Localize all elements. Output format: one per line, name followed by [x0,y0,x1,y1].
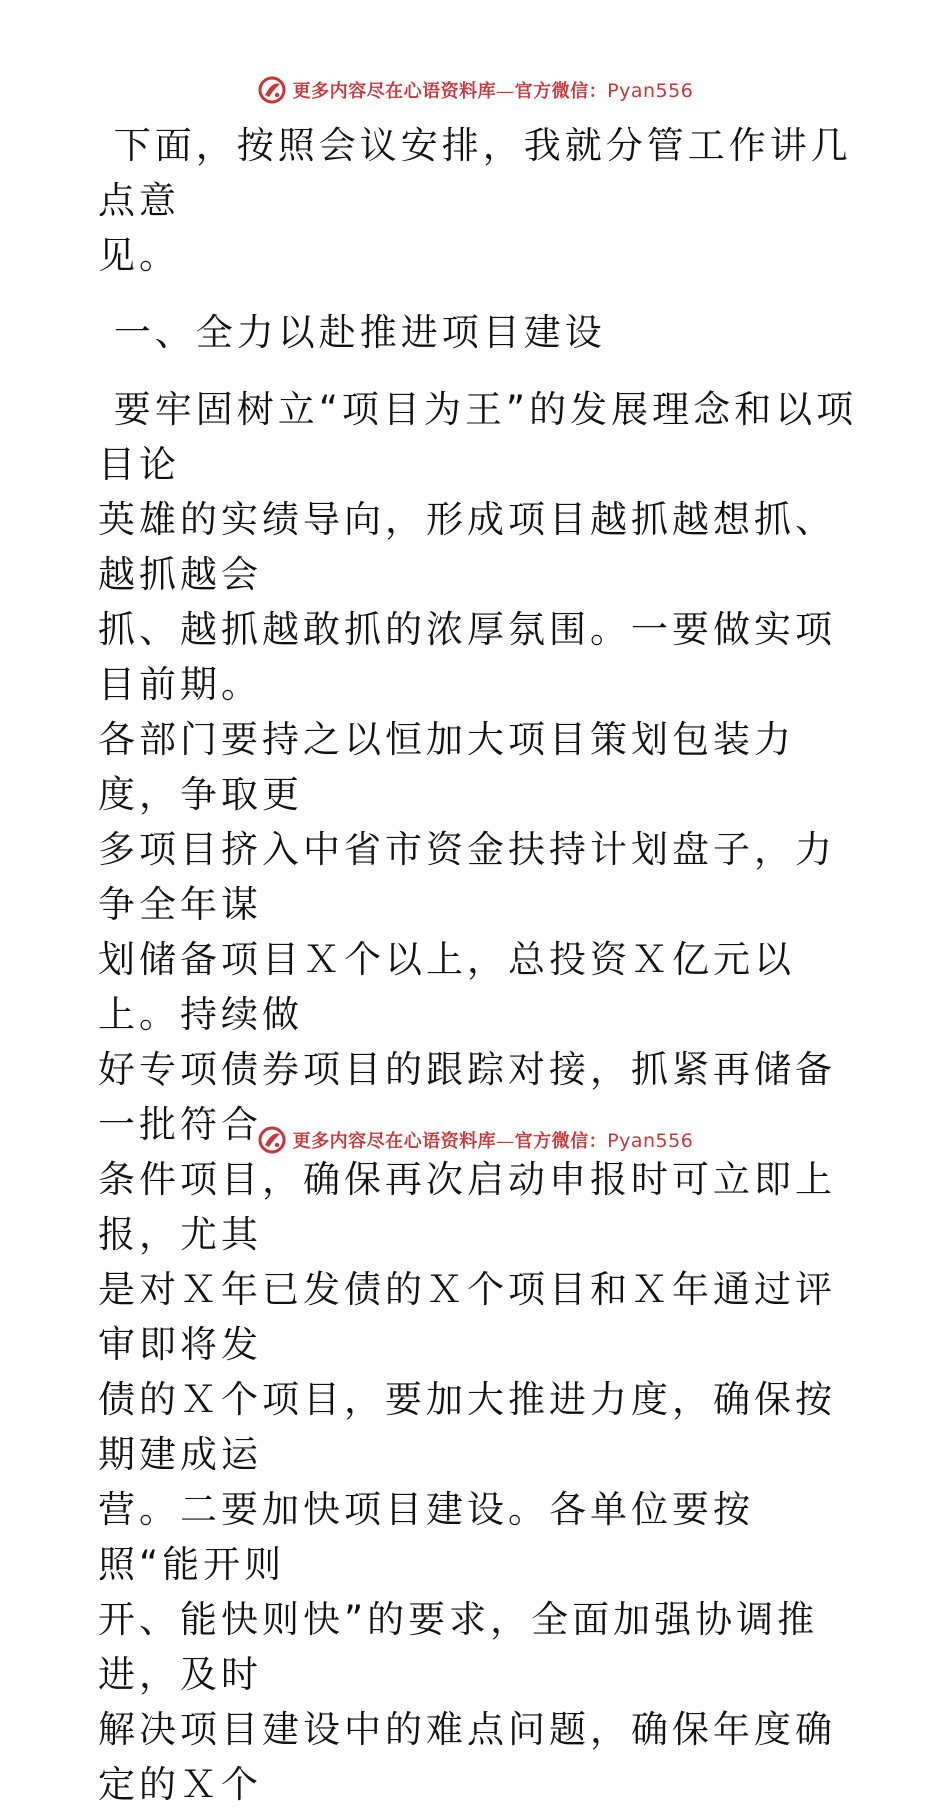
section-heading: 一、全力以赴推进项目建设 [98,311,606,354]
watermark-main: 更多内容尽在心语资料库 [292,81,497,102]
brand-logo-icon [257,1125,287,1155]
paragraph-intro: 下面，按照会议安排，我就分管工作讲几点意 见。 [98,124,852,277]
watermark-text [293,77,694,103]
paragraph-gap [98,360,858,382]
watermark-dash: — [496,81,515,102]
watermark-official: 官方微信： [514,81,608,102]
brand-logo-icon [257,75,287,105]
watermark-main: 更多内容尽在心语资料库 [292,1131,497,1152]
paragraph-gap [98,283,858,305]
watermark-text [293,1127,694,1153]
watermark-dash: — [496,1131,515,1152]
watermark-id: Pyan556 [607,1130,694,1152]
watermark-official: 官方微信： [514,1131,608,1152]
watermark-id: Pyan556 [607,80,694,102]
footer-watermark [0,1120,950,1160]
paragraph-body: 要牢固树立“项目为王”的发展理念和以项目论 英雄的实绩导向，形成项目越抓越想抓、越抓越会 抓、越抓越敢抓的浓厚氛围。一要做实项目前期。 各部门要持之以恒加大项目策划包装力度，争取更 多项目挤入中省市资金扶持计划盘子，力争全年谋 划储备项目Ｘ个以上，总投资Ｘ亿元以上。持续做 好专项债券项目的跟踪对接，抓紧再储备一批符合 条件项目，确保再次启动申报时可立即上报，尤其 是对Ｘ年已发债的Ｘ个项目和Ｘ年通过评审即将发 债的Ｘ个项目，要加大推进力度，确保按期建成运 营。二要加快项目建设。各单位要按照“能开则 开、能快则快”的要求，全面加强协调推进，及时 解决项目建设中的难点问题，确保年度确定的Ｘ个 [98,388,858,1806]
document-body [98,118,858,1812]
header-watermark [0,70,950,110]
